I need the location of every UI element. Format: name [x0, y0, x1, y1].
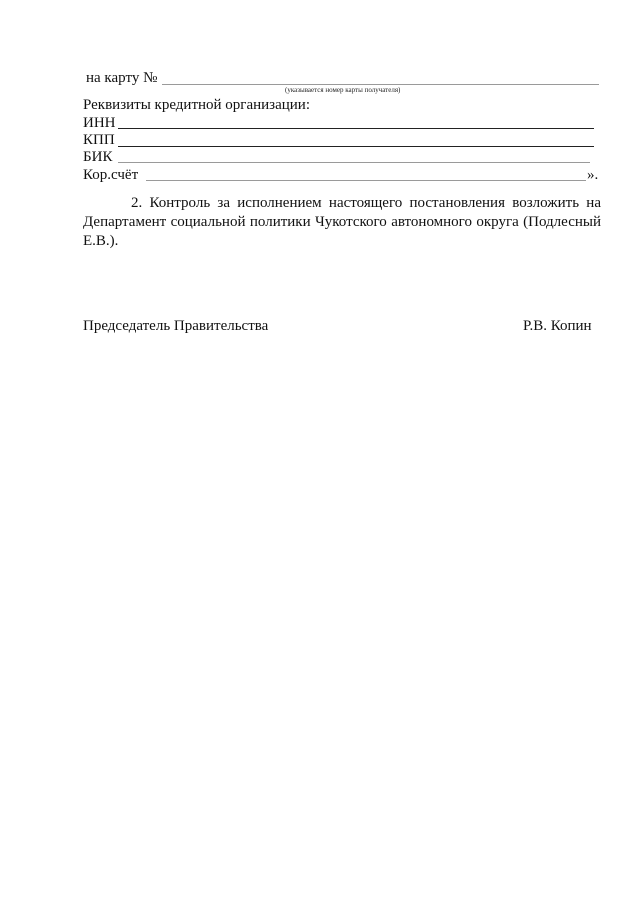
clause-text: 2. Контроль за исполнением настоящего постановления возложить на Департамент социальной политики Чукотского автономного округа (Подлесный Е.В.).	[83, 195, 601, 249]
corr-end: ».	[587, 167, 599, 183]
signature-title: Председатель Правительства	[83, 318, 269, 334]
corr-line	[146, 180, 586, 181]
corr-label: Кор.счёт	[83, 167, 139, 183]
requisites-heading: Реквизиты кредитной организации:	[83, 97, 310, 113]
bik-line	[118, 162, 590, 163]
bik-label: БИК	[83, 149, 113, 165]
card-number-line	[162, 84, 599, 85]
card-label: на карту №	[86, 70, 158, 86]
card-hint: (указывается номер карты получателя)	[285, 86, 401, 94]
clause-paragraph	[83, 194, 601, 251]
kpp-label: КПП	[83, 132, 115, 148]
inn-label: ИНН	[83, 115, 116, 131]
kpp-line	[118, 146, 594, 147]
signature-name: Р.В. Копин	[523, 318, 592, 334]
inn-line	[118, 128, 594, 129]
